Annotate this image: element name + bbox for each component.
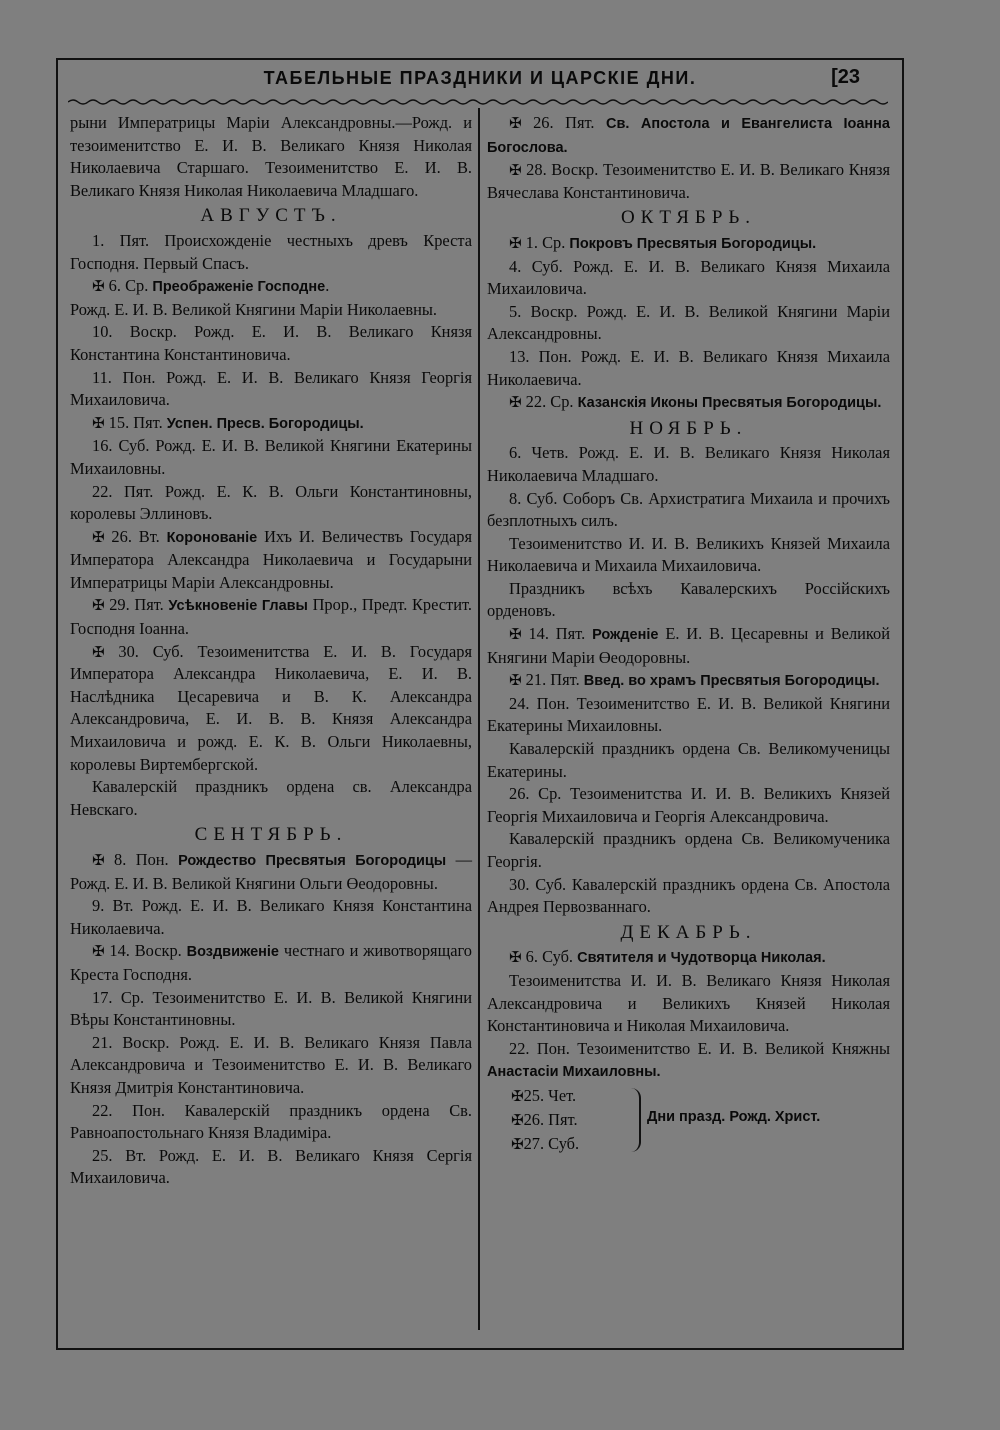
entry-dec-6-name-day: Тезоименитства И. И. В. Великаго Князя Николая Александровича и Великихъ Князей Николая Константиновича и Николая Михаиловича. — [487, 970, 890, 1036]
maltese-cross-icon: ✠ — [92, 942, 105, 961]
entry-sep-17: 17. Ср. Тезоименитство Е. И. В. Великой Княгини Вѣры Константиновны. — [70, 987, 472, 1030]
maltese-cross-icon: ✠ — [92, 851, 105, 869]
month-heading-october: ОКТЯБРЬ. — [620, 207, 757, 229]
maltese-cross-icon: ✠ — [511, 1134, 524, 1153]
entry-aug-6-birth: Рожд. Е. И. В. Великой Княгини Маріи Николаевны. — [70, 299, 437, 319]
maltese-cross-icon: ✠ — [509, 161, 522, 180]
entry-sep-22: 22. Пон. Кавалерскій праздникъ ордена Св. Равноапостольнаго Князя Владиміра. — [70, 1100, 472, 1143]
maltese-cross-icon: ✠ — [509, 233, 522, 252]
entry-sep-26: ✠ 26. Пят. Св. Апостола и Евангелиста Іоанна Богослова. — [487, 113, 890, 156]
christmas-days-label: Дни празд. Рожд. Христ. — [647, 1108, 821, 1125]
entry-dec-25: ✠ 25. Чет. — [511, 1084, 890, 1108]
entry-oct-4: 4. Суб. Рожд. Е. И. В. Великаго Князя Михаила Михаиловича. — [487, 256, 890, 299]
month-heading-september: СЕНТЯБРЬ. — [194, 824, 348, 846]
entry-dec-22: 22. Пон. Тезоименитство Е. И. В. Великой Княжны Анастасіи Михаиловны. — [487, 1038, 890, 1081]
entry-sep-8: ✠ 8. Пон. Рождество Пресвятыя Богородицы —Рожд. Е. И. В. Великой Княгини Ольги Өеодоровны. — [70, 850, 472, 893]
entry-nov-8-orders: Праздникъ всѣхъ Кавалерскихъ Россійскихъ орденовъ. — [487, 578, 890, 621]
entry-sep-28: ✠ 28. Воскр. Тезоименитство Е. И. В. Великаго Князя Вячеслава Константиновича. — [487, 160, 890, 202]
page-header — [58, 60, 902, 96]
entry-nov-21: ✠ 21. Пят. Введ. во храмъ Пресвятыя Богородицы. — [509, 670, 880, 690]
entry-aug-26: ✠ 26. Вт. Коронованіе Ихъ И. Величествъ Государя Императора Александра Николаевича и Государыни Императрицы Маріи Александровны. — [70, 526, 472, 592]
entry-nov-8: 8. Суб. Соборъ Св. Архистратига Михаила и прочихъ безплотныхъ силъ. — [487, 488, 890, 531]
left-column — [70, 112, 472, 1190]
entry-aug-6: ✠ 6. Ср. Преображеніе Господне. — [92, 276, 330, 296]
entry-aug-16: 16. Суб. Рожд. Е. И. В. Великой Княгини Екатерины Михаиловны. — [70, 436, 472, 478]
month-heading-november: НОЯБРЬ. — [629, 417, 748, 439]
entry-oct-1: ✠ 1. Ср. Покровъ Пресвятыя Богородицы. — [509, 232, 817, 252]
curly-brace — [629, 1088, 641, 1152]
maltese-cross-icon: ✠ — [92, 527, 105, 546]
maltese-cross-icon: ✠ — [92, 413, 105, 432]
entry-dec-6: ✠ 6. Суб. Святителя и Чудотворца Николая. — [509, 947, 826, 967]
page-title: ТАБЕЛЬНЫЕ ПРАЗДНИКИ И ЦАРСКІЕ ДНИ. — [263, 67, 697, 88]
intro-paragraph: рыни Императрицы Маріи Александровны.—Рожд. и тезоименитство Е. И. В. Великаго Князя Николая Николаевича Старшаго. Тезоименитство Е. И. В. Великаго Князя Николая Николаевича Младшаго. — [70, 113, 472, 200]
entry-nov-14: ✠ 14. Пят. Рожденіе Е. И. В. Цесаревны и Великой Княгини Маріи Өеодоровны. — [487, 624, 890, 667]
entry-nov-30: 30. Суб. Кавалерскій праздникъ ордена Св. Апостола Андрея Первозваннаго. — [487, 874, 890, 917]
entry-nov-26-order: Кавалерскій праздникъ ордена Св. Великомученика Георгія. — [487, 829, 890, 871]
entry-nov-26: 26. Ср. Тезоименитства И. И. В. Великихъ Князей Георгія Михаиловича и Георгія Александровича. — [487, 784, 890, 826]
entry-nov-24: 24. Пон. Тезоименитство Е. И. В. Великой Княгини Екатерины Михаиловны. — [487, 693, 890, 736]
entry-sep-14: ✠ 14. Воскр. Воздвиженіе честнаго и животворящаго Креста Господня. — [70, 941, 472, 984]
entry-sep-9: 9. Вт. Рожд. Е. И. В. Великаго Князя Константина Николаевича. — [70, 896, 472, 938]
month-heading-august: АВГУСТЪ. — [200, 205, 342, 227]
maltese-cross-icon: ✠ — [509, 625, 522, 644]
entry-sep-25: 25. Вт. Рожд. Е. И. В. Великаго Князя Сергія Михаиловича. — [70, 1145, 472, 1188]
entry-aug-15: ✠ 15. Пят. Успен. Пресв. Богородицы. — [92, 412, 364, 432]
entry-oct-13: 13. Пон. Рожд. Е. И. В. Великаго Князя Михаила Николаевича. — [487, 346, 890, 389]
maltese-cross-icon: ✠ — [511, 1086, 524, 1105]
entry-nov-6: 6. Четв. Рожд. Е. И. В. Великаго Князя Николая Николаевича Младшаго. — [487, 443, 890, 485]
wavy-rule — [68, 96, 888, 108]
page-number: [23 — [831, 66, 860, 88]
maltese-cross-icon: ✠ — [92, 642, 105, 661]
entry-nov-24-order: Кавалерскій праздникъ ордена Св. Великомученицы Екатерины. — [487, 739, 890, 781]
maltese-cross-icon: ✠ — [509, 114, 522, 132]
entry-oct-22: ✠ 22. Ср. Казанскія Иконы Пресвятыя Богородицы. — [509, 392, 882, 412]
entry-dec-26: ✠ 26. Пят. — [511, 1108, 890, 1132]
entry-aug-30: ✠ 30. Суб. Тезоименитства Е. И. В. Государя Императора Александра Николаевича, Е. И. В. Наслѣдника Цесаревича и В. К. Александра Александровича, Е. И. В. В. Князя Александра Михаиловича и рожд. Е. К. В. Ольги Николаевны, королевы Виртембергской. — [70, 641, 472, 774]
entry-aug-10: 10. Воскр. Рожд. Е. И. В. Великаго Князя Константина Константиновича. — [70, 322, 472, 364]
maltese-cross-icon: ✠ — [509, 393, 522, 412]
maltese-cross-icon: ✠ — [92, 596, 105, 615]
column-divider — [478, 108, 480, 1330]
entry-aug-11: 11. Пон. Рожд. Е. И. В. Великаго Князя Георгія Михаиловича. — [70, 367, 472, 410]
maltese-cross-icon: ✠ — [511, 1110, 524, 1129]
maltese-cross-icon: ✠ — [92, 277, 105, 296]
entry-aug-30-order: Кавалерскій праздникъ ордена св. Александра Невскаго. — [70, 777, 472, 819]
entry-dec-27: ✠ 27. Суб. — [511, 1132, 890, 1156]
entry-aug-22: 22. Пят. Рожд. Е. К. В. Ольги Константиновны, королевы Эллиновъ. — [70, 481, 472, 524]
entry-sep-21: 21. Воскр. Рожд. Е. И. В. Великаго Князя Павла Александровича и Тезоименитство Е. И. В. Великаго Князя Дмитрія Константиновича. — [70, 1032, 472, 1097]
month-heading-december: ДЕКАБРЬ. — [620, 921, 757, 943]
christmas-days-block — [511, 1084, 890, 1156]
maltese-cross-icon: ✠ — [509, 948, 522, 967]
entry-nov-8-name-day: Тезоименитство И. И. В. Великихъ Князей Михаила Николаевича и Михаила Михаиловича. — [487, 533, 890, 576]
entry-aug-29: ✠ 29. Пят. Усѣкновеніе Главы Прор., Предт. Крестит. Господня Іоанна. — [70, 595, 473, 639]
right-column — [487, 112, 890, 1156]
maltese-cross-icon: ✠ — [509, 671, 522, 690]
entry-oct-5: 5. Воскр. Рожд. Е. И. В. Великой Княгини Маріи Александровны. — [487, 301, 890, 344]
entry-aug-1: 1. Пят. Происхожденіе честныхъ древъ Креста Господня. Первый Спасъ. — [70, 230, 472, 273]
